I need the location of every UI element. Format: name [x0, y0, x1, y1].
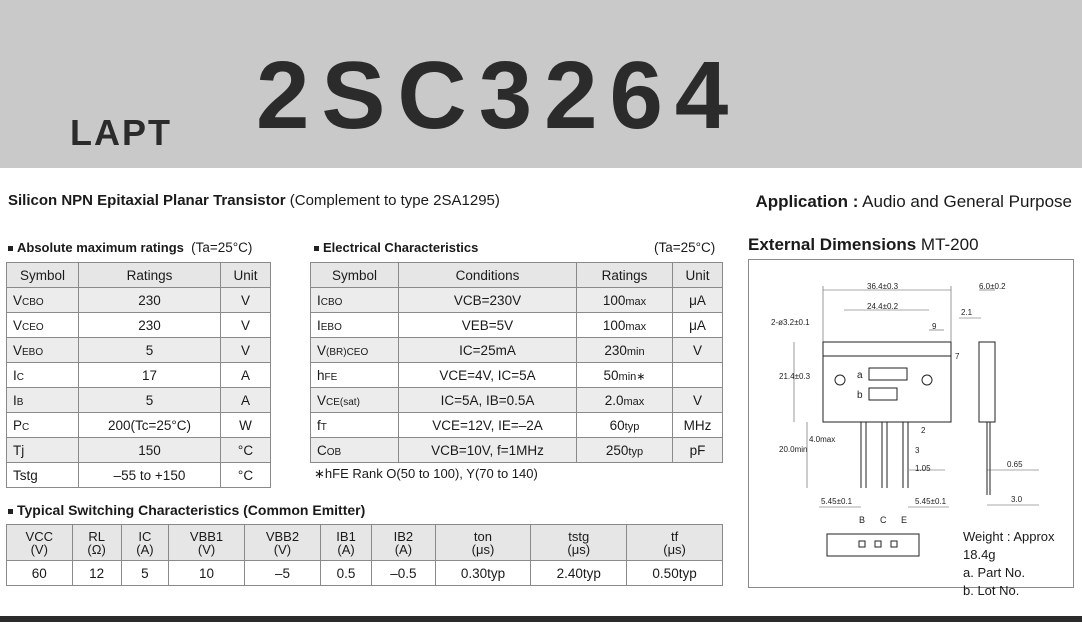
switching-header: tstg (μs)	[531, 525, 627, 561]
switching-header: ton (μs)	[435, 525, 531, 561]
dim-hole-diameter: 2-ø3.2±0.1	[771, 318, 810, 327]
dim-lead-thickness: 0.65	[1007, 460, 1023, 469]
device-description: Silicon NPN Epitaxial Planar Transistor (Complement to type 2SA1295)	[8, 192, 500, 209]
weight-legend	[963, 528, 1082, 600]
col-unit: Unit	[221, 263, 271, 288]
switching-header: IB1 (A)	[320, 525, 371, 561]
symbol-cell: ICBO	[311, 288, 399, 313]
application-line: Application : Audio and General Purpose	[755, 192, 1072, 211]
col-ratings: Ratings	[577, 263, 673, 288]
dim-pitch-right: 5.45±0.1	[915, 497, 947, 506]
symbol-cell: IB	[7, 388, 79, 413]
condition-cell: VEB=5V	[399, 313, 577, 338]
rating-cell: 230min	[577, 338, 673, 363]
table-row	[7, 413, 271, 438]
switching-value: 10	[169, 561, 245, 586]
rating-cell: 230	[79, 313, 221, 338]
legend-part-no: a. Part No.	[963, 565, 1026, 580]
switching-value: 0.5	[320, 561, 371, 586]
condition-cell: VCB=10V, f=1MHz	[399, 438, 577, 463]
label-b: b	[857, 390, 863, 401]
col-symbol: Symbol	[7, 263, 79, 288]
rating-cell: 200(Tc=25°C)	[79, 413, 221, 438]
condition-cell: VCB=230V	[399, 288, 577, 313]
table-row	[7, 288, 271, 313]
table-row	[7, 313, 271, 338]
table-row	[7, 363, 271, 388]
pin-e: E	[901, 515, 908, 525]
symbol-cell: Tstg	[7, 463, 79, 488]
rating-cell: 5	[79, 388, 221, 413]
symbol-cell: VCEO	[7, 313, 79, 338]
table-row	[7, 388, 271, 413]
condition-cell: VCE=12V, IE=–2A	[399, 413, 577, 438]
col-symbol: Symbol	[311, 263, 399, 288]
dim-lead-2: 2	[921, 426, 926, 435]
table-row	[311, 313, 723, 338]
dim-body-height: 21.4±0.3	[779, 372, 811, 381]
condition-cell: VCE=4V, IC=5A	[399, 363, 577, 388]
switching-value: 60	[7, 561, 73, 586]
unit-cell: °C	[221, 438, 271, 463]
table-row	[311, 438, 723, 463]
switching-header: VCC (V)	[7, 525, 73, 561]
symbol-cell: VCBO	[7, 288, 79, 313]
switching-value: 0.50typ	[627, 561, 723, 586]
part-number: 2SC3264	[256, 42, 741, 149]
switching-value: 5	[121, 561, 168, 586]
rating-cell: 250typ	[577, 438, 673, 463]
table-row	[311, 338, 723, 363]
unit-cell: A	[221, 363, 271, 388]
unit-cell: pF	[673, 438, 723, 463]
unit-cell: V	[221, 313, 271, 338]
external-dimensions-title: External Dimensions MT-200	[748, 235, 979, 254]
unit-cell	[673, 363, 723, 388]
symbol-cell: VEBO	[7, 338, 79, 363]
dim-hole-pitch: 24.4±0.2	[867, 302, 899, 311]
dim-offset: 7	[955, 352, 960, 361]
table-row	[7, 463, 271, 488]
rating-cell: 60typ	[577, 413, 673, 438]
dim-lead-length: 20.0min	[779, 445, 808, 454]
unit-cell: V	[673, 388, 723, 413]
unit-cell: V	[221, 288, 271, 313]
rating-cell: 230	[79, 288, 221, 313]
switching-header: tf (μs)	[627, 525, 723, 561]
switching-header: VBB1 (V)	[169, 525, 245, 561]
switching-value: 2.40typ	[531, 561, 627, 586]
symbol-cell: IC	[7, 363, 79, 388]
unit-cell: V	[221, 338, 271, 363]
condition-cell: IC=5A, IB=0.5A	[399, 388, 577, 413]
unit-cell: W	[221, 413, 271, 438]
table-row	[311, 363, 723, 388]
dim-lead-shoulder: 4.0max	[809, 435, 836, 444]
switching-header: VBB2 (V)	[245, 525, 321, 561]
symbol-cell: fT	[311, 413, 399, 438]
table-row	[311, 388, 723, 413]
unit-cell: A	[221, 388, 271, 413]
unit-cell: μA	[673, 313, 723, 338]
elec-cond: (Ta=25°C)	[654, 240, 716, 255]
label-a: a	[857, 370, 863, 381]
dim-edge: 9	[932, 322, 937, 331]
rating-cell: 17	[79, 363, 221, 388]
rating-cell: 100max	[577, 313, 673, 338]
rating-cell: 100max	[577, 288, 673, 313]
symbol-cell: VCE(sat)	[311, 388, 399, 413]
elec-title: Electrical Characteristics	[314, 240, 478, 255]
symbol-cell: IEBO	[311, 313, 399, 338]
table-row	[311, 413, 723, 438]
rating-cell: –55 to +150	[79, 463, 221, 488]
switching-value: –0.5	[372, 561, 435, 586]
switching-value: 0.30typ	[435, 561, 531, 586]
rating-cell: 150	[79, 438, 221, 463]
switching-value: 12	[72, 561, 121, 586]
legend-lot-no: b. Lot No.	[963, 583, 1020, 598]
dim-flange: 2.1	[961, 308, 973, 317]
symbol-cell: Tj	[7, 438, 79, 463]
rating-cell: 5	[79, 338, 221, 363]
dim-overall-width: 36.4±0.3	[867, 282, 899, 291]
abs-max-title: Absolute maximum ratings (Ta=25°C)	[8, 240, 252, 255]
col-conditions: Conditions	[399, 263, 577, 288]
symbol-cell: hFE	[311, 363, 399, 388]
series-label: LAPT	[70, 112, 172, 153]
unit-cell: MHz	[673, 413, 723, 438]
switching-table	[6, 524, 723, 586]
table-row	[311, 288, 723, 313]
symbol-cell: COB	[311, 438, 399, 463]
dim-lead-3: 3	[915, 446, 920, 455]
switching-header: IC (A)	[121, 525, 168, 561]
symbol-cell: V(BR)CEO	[311, 338, 399, 363]
hfe-rank-note: ∗hFE Rank O(50 to 100), Y(70 to 140)	[314, 466, 538, 481]
unit-cell: V	[673, 338, 723, 363]
dim-lead-width: 1.05	[915, 464, 931, 473]
dim-thickness: 6.0±0.2	[979, 282, 1006, 291]
switching-title: Typical Switching Characteristics (Common Emitter)	[8, 502, 365, 518]
unit-cell: °C	[221, 463, 271, 488]
elec-table	[310, 262, 723, 463]
table-row	[7, 338, 271, 363]
switching-value: –5	[245, 561, 321, 586]
unit-cell: μA	[673, 288, 723, 313]
weight: Weight : Approx 18.4g	[963, 529, 1055, 562]
pin-b: B	[859, 515, 866, 525]
rating-cell: 2.0max	[577, 388, 673, 413]
col-unit: Unit	[673, 263, 723, 288]
table-row	[7, 438, 271, 463]
switching-header: RL (Ω)	[72, 525, 121, 561]
pin-c: C	[880, 515, 887, 525]
symbol-cell: PC	[7, 413, 79, 438]
footer-rule	[0, 616, 1082, 622]
rating-cell: 50min∗	[577, 363, 673, 388]
col-ratings: Ratings	[79, 263, 221, 288]
switching-header: IB2 (A)	[372, 525, 435, 561]
dim-side-width: 3.0	[1011, 495, 1023, 504]
dim-pitch-left: 5.45±0.1	[821, 497, 853, 506]
abs-max-table	[6, 262, 271, 488]
condition-cell: IC=25mA	[399, 338, 577, 363]
